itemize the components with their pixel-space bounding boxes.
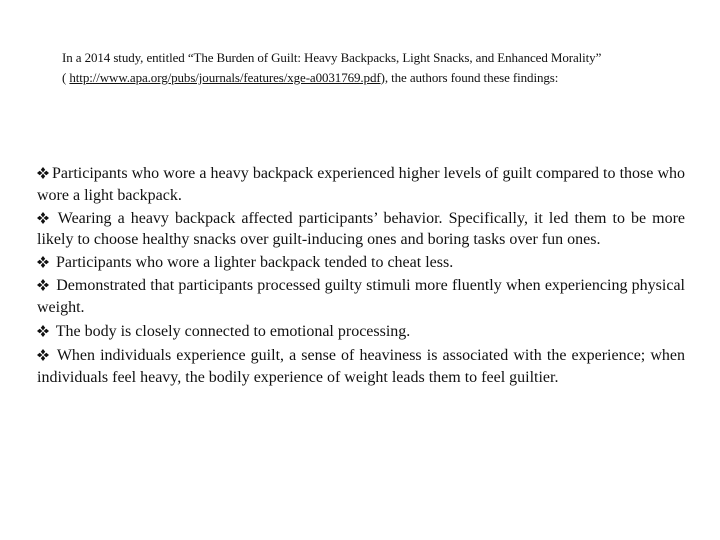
four-diamond-bullet-icon (37, 256, 49, 268)
list-item (37, 275, 685, 318)
intro-line-1: In a 2014 study, entitled “The Burden of Guilt: Heavy Backpacks, Light Snacks, and Enhanced Morality” (62, 50, 602, 65)
four-diamond-bullet-icon (37, 167, 49, 179)
intro-line-2 (62, 68, 682, 88)
bullet-text: Participants who wore a heavy backpack experienced higher levels of guilt compared to those who wore a light backpack. (37, 165, 685, 204)
four-diamond-bullet-icon (37, 279, 49, 291)
intro-paren-open: ( (62, 70, 70, 85)
bullet-text: Demonstrated that participants processed guilty stimuli more fluently when experiencing physical weight. (37, 277, 686, 317)
bullet-text: The body is closely connected to emotional processing. (55, 323, 411, 341)
bullet-text: Participants who wore a lighter backpack tended to cheat less. (56, 254, 454, 272)
list-item (37, 345, 685, 388)
list-item (37, 252, 685, 274)
intro-paragraph (62, 48, 682, 88)
findings-list (37, 163, 685, 390)
bullet-text: When individuals experience guilt, a sense of heaviness is associated with the experience; when individuals feel heavy, the bodily experience of weight leads them to feel guiltier. (37, 347, 686, 386)
list-item (37, 163, 685, 206)
list-item (37, 321, 685, 343)
four-diamond-bullet-icon (37, 325, 49, 337)
list-item (37, 208, 685, 251)
bullet-text: Wearing a heavy backpack affected participants’ behavior. Specifically, it led them to be more likely to choose healthy snacks over guilt-inducing ones and boring tasks over fun ones. (37, 209, 685, 249)
apa-article-link[interactable]: http://www.apa.org/pubs/journals/features/xge-a0031769.pdf (69, 70, 381, 85)
four-diamond-bullet-icon (37, 212, 49, 224)
intro-line-2-rest: ), the authors found these findings: (380, 70, 559, 85)
four-diamond-bullet-icon (37, 349, 49, 361)
